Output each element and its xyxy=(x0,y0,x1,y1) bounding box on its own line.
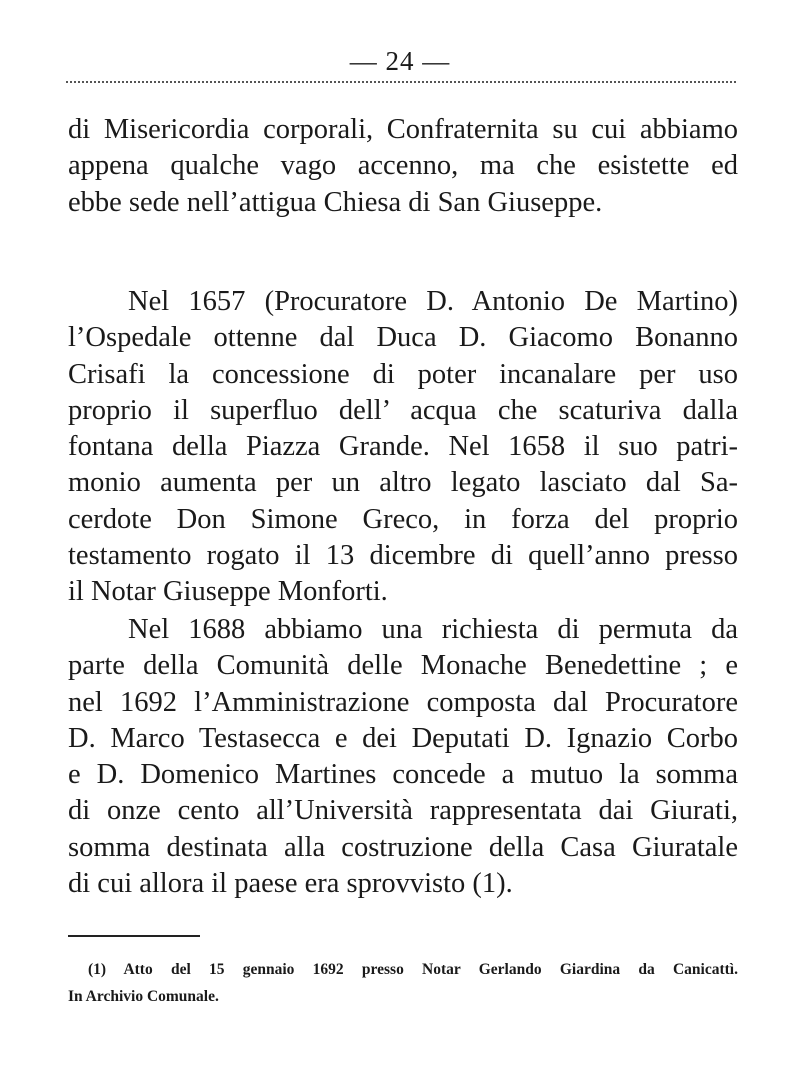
text-line: ebbe sede nell’attigua Chiesa di San Giuseppe. xyxy=(68,186,603,218)
text-line: nel 1692 l’Amministrazione composta dal Procuratore xyxy=(68,686,738,718)
text-line: Nel 1688 abbiamo una richiesta di permuta da xyxy=(128,614,738,645)
footnote-line: In Archivio Comunale. xyxy=(68,988,219,1005)
text-line: somma destinata alla costruzione della Casa Giuratale xyxy=(68,831,738,863)
paragraph-2 xyxy=(68,284,738,611)
text-line: e D. Domenico Martines concede a mutuo la somma xyxy=(68,759,738,791)
text-line: di Misericordia corporali, Confraternita su cui abbiamo xyxy=(68,114,738,145)
text-line: Nel 1657 (Procuratore D. Antonio De Martino) xyxy=(128,286,738,317)
text-line: di cui allora il paese era sprovvisto (1). xyxy=(68,868,513,900)
text-line: di onze cento all’Università rappresentata dai Giurati, xyxy=(68,795,738,827)
text-line: parte della Comunità delle Monache Benedettine ; e xyxy=(68,650,738,682)
footnote-rule xyxy=(68,935,200,937)
text-line: fontana della Piazza Grande. Nel 1658 il suo patri- xyxy=(68,431,738,463)
text-line: il Notar Giuseppe Monforti. xyxy=(68,576,388,608)
paragraph-1 xyxy=(68,112,738,221)
text-line: D. Marco Testasecca e dei Deputati D. Ignazio Corbo xyxy=(68,722,738,754)
text-line: l’Ospedale ottenne dal Duca D. Giacomo Bonanno xyxy=(68,322,738,354)
text-line: testamento rogato il 13 dicembre di quell’anno presso xyxy=(68,540,738,572)
paragraph-3 xyxy=(68,612,738,902)
text-line: Crisafi la concessione di poter incanalare per uso xyxy=(68,358,738,390)
text-line: monio aumenta per un altro legato lasciato dal Sa- xyxy=(68,467,738,499)
text-line: proprio il superfluo dell’ acqua che scaturiva dalla xyxy=(68,394,738,426)
text-line: cerdote Don Simone Greco, in forza del proprio xyxy=(68,503,738,535)
footnote-line: (1) Atto del 15 gennaio 1692 presso Notar Gerlando Giardina da Canicattì. xyxy=(88,961,738,978)
header-dotted-rule xyxy=(66,81,736,83)
text-line: appena qualche vago accenno, ma che esistette ed xyxy=(68,150,738,182)
footnote xyxy=(68,956,738,1010)
page-number-header: — 24 — xyxy=(349,46,451,76)
